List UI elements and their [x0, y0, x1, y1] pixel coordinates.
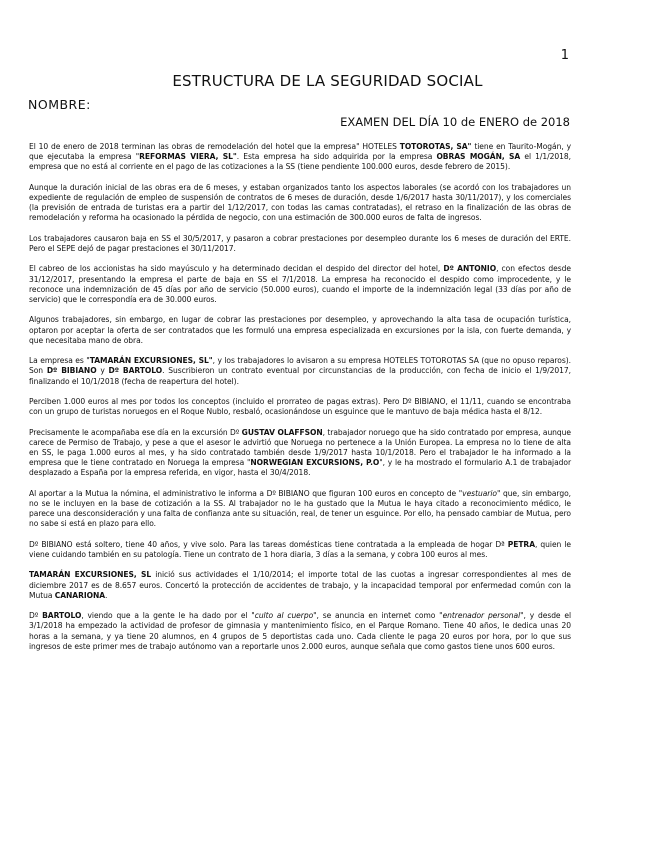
bold-text: TAMARÁN EXCURSIONES, SL: [29, 570, 152, 580]
bold-text: Dº ANTONIO: [443, 264, 497, 274]
italic-text: culto al cuerpo: [254, 611, 314, 621]
italic-text: entrenador personal: [442, 611, 521, 621]
paragraph: [29, 489, 571, 530]
paragraph-text: y: [96, 366, 109, 376]
paragraph: [29, 183, 571, 224]
paragraph-text: Aunque la duración inicial de las obras era de 6 meses, y estaban organizados tanto los aspectos laborales (se acordó con los trabajadores un expediente de regulación de empleo de suspensión de contratos de 6 meses de duración, desde 1/6/2017 hasta 30/11/2017), y los comerciales (la previsión de entrada de turistas era a partir del 1/12/2017, con todas las camas contratadas), el retraso en la finalización de las obras de remodelación y reforma ha ocasionado la pérdida de negocio, con una estimación de 300.000 euros de falta de ingresos.: [29, 182, 571, 223]
paragraph-text: Dº: [29, 611, 43, 621]
page-number: 1: [560, 48, 569, 63]
paragraph-text: , viendo que a la gente le ha dado por el ": [81, 611, 255, 621]
paragraph: [29, 234, 571, 254]
bold-text: Dº BIBIANO: [46, 366, 97, 376]
paragraph-text: inició sus actividades el 1/10/2014; el importe total de las cuotas a ingresar correspondientes al mes de diciembre 2017 es de 8.657 euros. Concertó la protección de accidentes de trabajo, y la incapacidad temporal por enfermedad común con la Mutua: [29, 570, 571, 600]
paragraph: [29, 264, 571, 305]
paragraph: [29, 540, 571, 560]
page-title: ESTRUCTURA DE LA SEGURIDAD SOCIAL: [172, 72, 483, 90]
paragraph-text: tiene en Taurito-Mogán, y que ejecutaba la empresa ": [29, 142, 571, 162]
paragraph-text: La empresa es ": [29, 356, 90, 366]
paragraph-text: ", se anuncia en internet como ": [313, 611, 443, 621]
paragraph-text: , quien le viene cuidando también en su patología. Tiene un contrato de 1 hora diaria, 3 días a la semana, y cobra 100 euros al mes.: [29, 539, 571, 559]
bold-text: TOTOROTAS, SA": [399, 142, 472, 151]
paragraph: [29, 570, 571, 601]
paragraph-text: El 10 de enero de 2018 terminan las obras de remodelación del hotel que la empresa" HOTELES: [29, 142, 400, 151]
name-label: NOMBRE:: [28, 97, 91, 112]
paragraph-text: Precisamente le acompañaba ese día en la excursión Dº: [29, 427, 242, 437]
bold-text: PETRA: [507, 539, 535, 549]
bold-text: Dº BARTOLO: [108, 366, 163, 376]
exam-date: EXAMEN DEL DÍA 10 de ENERO de 2018: [340, 115, 570, 129]
paragraph: [29, 356, 571, 387]
bold-text: NORWEGIAN EXCURSIONS, P.O: [250, 458, 380, 468]
italic-text: vestuario: [462, 488, 497, 498]
paragraph-text: , y los trabajadores lo avisaron a su empresa HOTELES TOTOROTAS SA (que no opuso reparos). Son: [29, 356, 571, 376]
paragraph: [29, 397, 571, 417]
paragraph-text: Los trabajadores causaron baja en SS el 30/5/2017, y pasaron a cobrar prestaciones por desempleo durante los 6 meses de duración del ERTE. Pero el SEPE dejó de pagar prestaciones el 30/11/2017.: [29, 233, 571, 253]
paragraph-text: Algunos trabajadores, sin embargo, en lugar de cobrar las prestaciones por desempleo, y aprovechando la alta tasa de ocupación turística, optaron por aceptar la oferta de ser contratados que les formuló una empresa especializada en excursiones por la isla, con fuerte demanda, y que necesitaba mano de obra.: [29, 315, 571, 345]
paragraph: [29, 611, 571, 652]
paragraph: [29, 315, 571, 346]
paragraph-text: ", y le ha mostrado el formulario A.1 de trabajador desplazado a España por la empresa referida, en vigor, hasta el 30/4/2018.: [29, 458, 571, 478]
paragraph-text: Dº BIBIANO está soltero, tiene 40 años, y vive solo. Para las tareas domésticas tiene contratada a la empleada de hogar Dª: [29, 539, 508, 549]
bold-text: REFORMAS VIERA, SL": [139, 152, 237, 162]
paragraph: [29, 428, 571, 479]
paragraph-text: . Suscribieron un contrato eventual por circunstancias de la producción, con fecha de inicio el 1/9/2017, finalizando el 10/1/2018 (fecha de reapertura del hotel).: [29, 366, 572, 386]
bold-text: OBRAS MOGÁN, SA: [436, 152, 521, 162]
paragraph-text: . Esta empresa ha sido adquirida por la empresa: [236, 152, 437, 162]
paragraph-text: , con efectos desde 31/12/2017, presentando la empresa el parte de baja en SS el 7/1/2018. La empresa ha reconocido el despido como improcedente, y le reconoce una indemnización de 45 días por año de servicio (50.000 euros), cuando el importe de la indemnización legal (33 días por año de servicio) que le correspondía era de 30.000 euros.: [29, 264, 571, 304]
bold-text: TAMARÁN EXCURSIONES, SL": [89, 356, 213, 366]
paragraph-text: el 1/1/2018, empresa que no está al corriente en el pago de las cotizaciones a la SS (tiene pendiente 100.000 euros, desde febrero de 2015).: [29, 152, 571, 172]
bold-text: GUSTAV OLAFFSON: [241, 427, 323, 437]
paragraph-text: ", y desde el 3/1/2018 ha empezado la actividad de profesor de gimnasia y mantenimiento físico, en el Parque Romano. Tiene 40 años, le dedica unas 20 horas a la semana, y ya tiene 20 alumnos, en 4 grupos de 5 deportistas cada uno. Cada cliente le paga 20 euros por hora, por lo que sus ingresos de este primer mes de trabajo autónomo van a reportarle unos 2.000 euros, aunque señala que como gastos tiene unos 600 euros.: [29, 611, 571, 651]
paragraph-text: " que, sin embargo, no se le incluyen en la base de cotización a la SS. Al trabajador no le ha gustado que la Mutua le haya citado a reconocimiento médico, le parece una desconsideración y una falta de confianza ante su situación, real, de tener un esguince. Por ello, ha pensado cambiar de Mutua, pero no sabe si está en plazo para ello.: [29, 488, 571, 529]
bold-text: CANARIONA: [54, 590, 106, 600]
paragraph-text: , trabajador noruego que ha sido contratado por empresa, aunque carece de Permiso de Trabajo, y pese a que el asesor le advirtió que Noruega no pertenece a la Unión Europea. La empresa no lo tiene de alta en SS, le paga 1.000 euros al mes, y ha sido contratado también desde 1/9/2017 hasta 10/1/2018. Pero el trabajador le ha informado a la empresa que le tiene contratado en Noruega la empresa ": [29, 427, 571, 468]
paragraph: [29, 142, 571, 173]
paragraph-text: .: [105, 590, 108, 600]
paragraph-text: El cabreo de los accionistas ha sido mayúsculo y ha determinado decidan el despido del director del hotel,: [29, 264, 444, 274]
exam-body: [29, 142, 571, 662]
bold-text: BARTOLO: [42, 611, 82, 621]
paragraph-text: Perciben 1.000 euros al mes por todos los conceptos (incluido el prorrateo de pagas extras). Pero Dº BIBIANO, el 11/11, cuando se encontraba con un grupo de turistas noruegos en el Roque Nublo, resbaló, ocasionándose un esguince que le mantuvo de baja médica hasta el 8/12.: [29, 396, 571, 417]
paragraph-text: Al aportar a la Mutua la nómina, el administrativo le informa a Dº BIBIANO que figuran 100 euros en concepto de ": [29, 488, 463, 498]
